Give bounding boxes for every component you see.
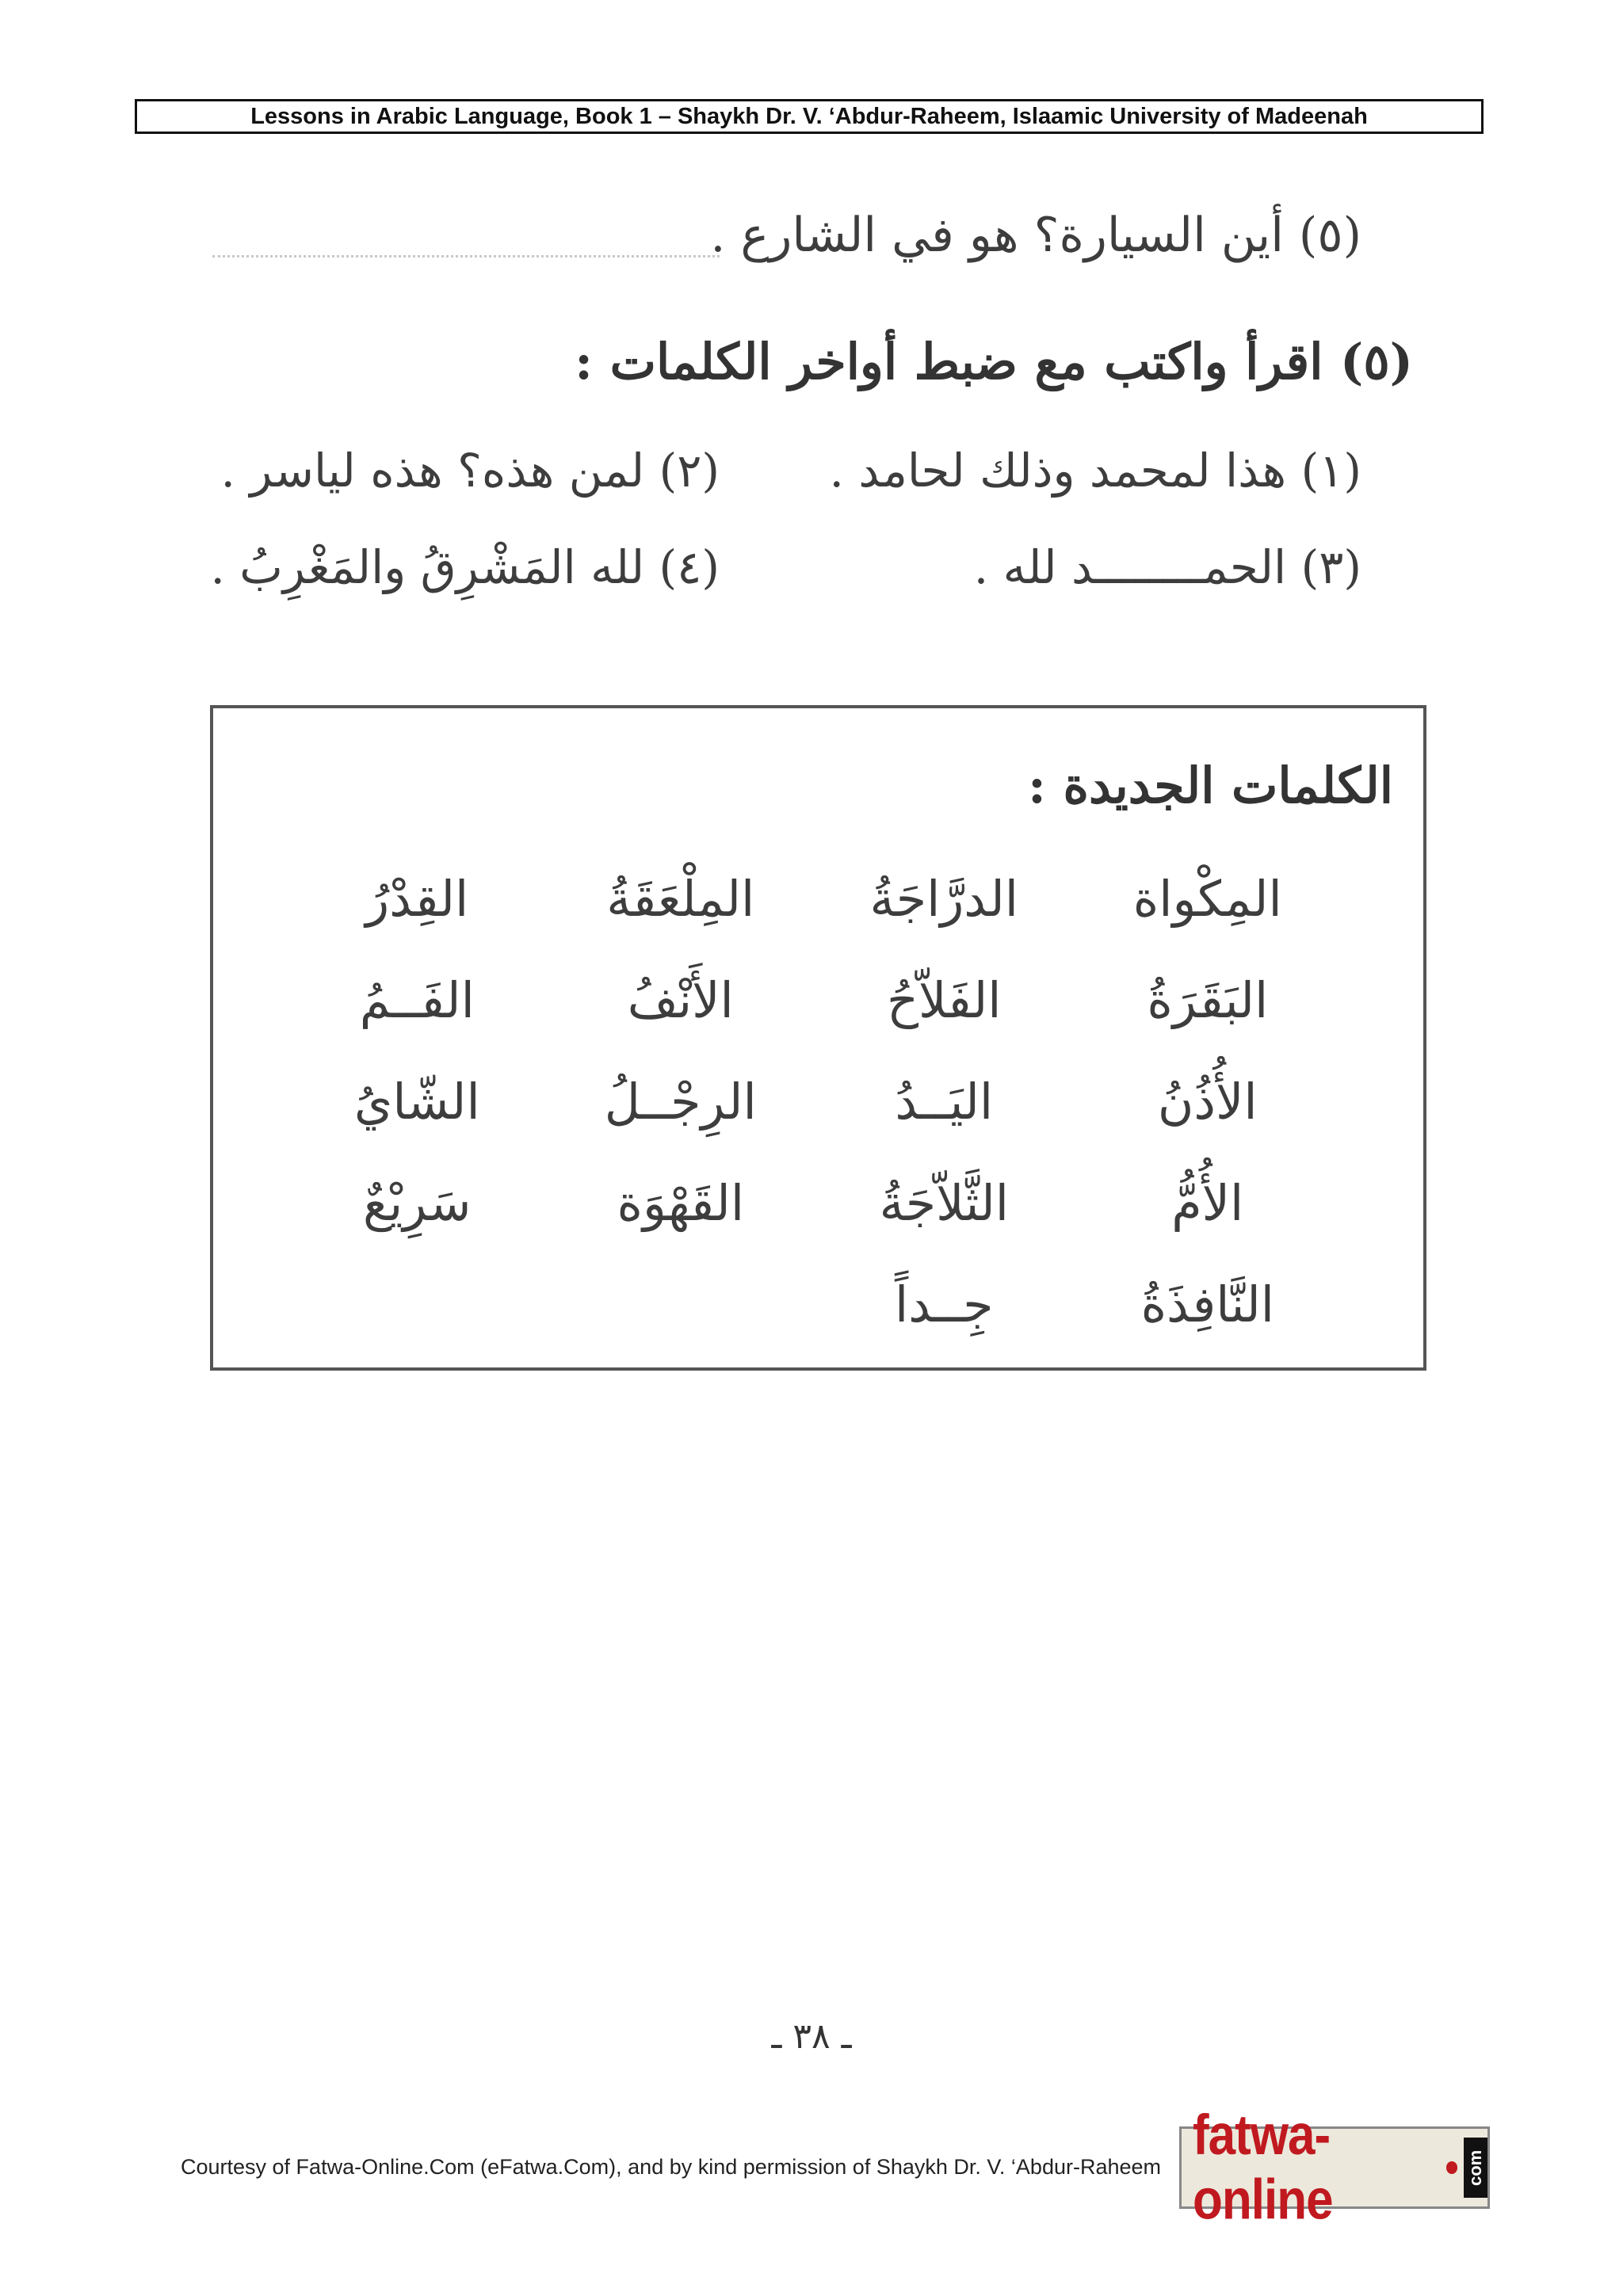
logo-main-text: fatwa-online bbox=[1193, 2103, 1333, 2232]
exercise-5-item-2: (٢) لمن هذه؟ هذه لياسر . bbox=[220, 444, 720, 498]
vocabulary-title: الكلمات الجديدة : bbox=[1027, 757, 1393, 814]
vocab-word: المِكْواة bbox=[1132, 869, 1282, 928]
vocab-word: جِــداً bbox=[895, 1275, 994, 1333]
previous-exercise-item-5: (٥) أين السيارة؟ هو في الشارع . bbox=[710, 208, 1361, 263]
vocab-word: الشّايُ bbox=[353, 1072, 480, 1131]
vocab-word: الرِجْــلُ bbox=[604, 1072, 757, 1131]
vocab-word: الدرَّاجَةُ bbox=[869, 869, 1018, 928]
footer-credit: Courtesy of Fatwa-Online.Com (eFatwa.Com), and by kind permission of Shaykh Dr. V. ‘Abdur-Raheem bbox=[181, 2155, 1162, 2179]
logo-dot-icon bbox=[1446, 2161, 1457, 2174]
vocab-word: البَقَرَةُ bbox=[1147, 971, 1269, 1029]
vocab-word: النَّافِذَةُ bbox=[1140, 1275, 1274, 1333]
page-header bbox=[135, 99, 1484, 134]
vocab-word: الفَلاّحُ bbox=[887, 971, 1002, 1029]
vocab-word: القَهْوَة bbox=[617, 1173, 745, 1232]
vocab-word: الفَــمُ bbox=[359, 971, 475, 1029]
exercise-5-title: (٥) اقرأ واكتب مع ضبط أواخر الكلمات : bbox=[575, 333, 1413, 391]
exercise-5-item-3: (٣) الحمــــــــد لله . bbox=[973, 540, 1361, 594]
header-title: Lessons in Arabic Language, Book 1 – Shaykh Dr. V. ‘Abdur-Raheem, Islaamic University of Madeenah bbox=[250, 103, 1368, 129]
logo-suffix: com bbox=[1464, 2138, 1487, 2198]
answer-dotted-line bbox=[212, 255, 720, 257]
vocab-word: الأُمُّ bbox=[1171, 1173, 1244, 1232]
page-number: ـ ٣٨ ـ bbox=[771, 2016, 852, 2057]
vocab-word: المِلْعَقَةُ bbox=[606, 869, 755, 928]
vocab-word: القِدْرُ bbox=[365, 869, 469, 928]
vocab-word: الثَّلاّجَةُ bbox=[879, 1173, 1009, 1232]
vocab-word: الأَنْفُ bbox=[627, 971, 734, 1029]
exercise-5-item-1: (١) هذا لمحمد وذلك لحامد . bbox=[829, 444, 1361, 498]
exercise-5-item-4: (٤) لله المَشْرِقُ والمَغْرِبُ . bbox=[210, 540, 720, 594]
vocabulary-grid bbox=[285, 848, 1339, 1355]
vocab-word: سَرِيْعٌ bbox=[363, 1173, 472, 1232]
vocab-word: الأُذُنُ bbox=[1157, 1072, 1258, 1131]
vocab-word bbox=[285, 1253, 549, 1355]
fatwa-online-logo bbox=[1179, 2103, 1490, 2232]
vocab-word: اليَــدُ bbox=[895, 1072, 994, 1131]
vocab-word bbox=[549, 1253, 813, 1355]
